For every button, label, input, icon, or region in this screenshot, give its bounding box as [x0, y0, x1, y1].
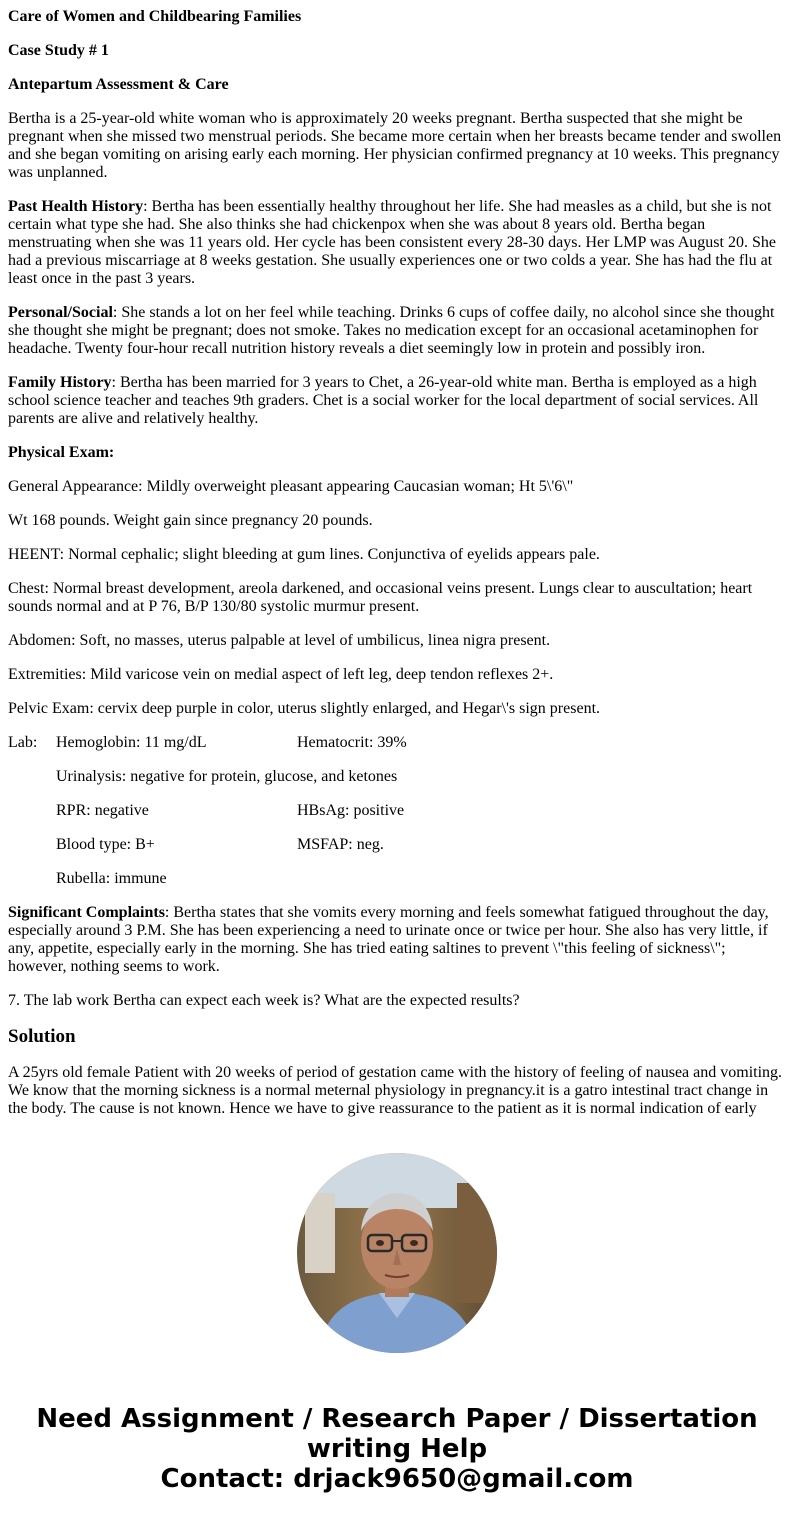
author-avatar	[297, 1153, 497, 1353]
promo-line: writing Help	[306, 1434, 488, 1464]
exam-weight: Wt 168 pounds. Weight gain since pregnancy 20 pounds.	[8, 512, 373, 529]
author-photo	[297, 1153, 497, 1353]
exam-abdomen: Abdomen: Soft, no masses, uterus palpable at level of umbilicus, linea nigra present.	[8, 632, 551, 649]
lab-value: MSFAP: neg.	[297, 836, 384, 853]
lab-label: Lab:	[8, 734, 38, 751]
contact-line: Contact: drjack9650@gmail.com	[160, 1464, 634, 1494]
exam-heent: HEENT: Normal cephalic; slight bleeding at gum lines. Conjunctiva of eyelids appears pale.	[8, 546, 600, 563]
lab-row	[8, 870, 784, 888]
lab-value: Rubella: immune	[56, 870, 167, 887]
exam-extremities: Extremities: Mild varicose vein on medial aspect of left leg, deep tendon reflexes 2+.	[8, 666, 554, 683]
past-health-label: Past Health History	[8, 198, 144, 215]
intro-paragraph: Bertha is a 25-year-old white woman who is approximately 20 weeks pregnant. Bertha suspected that she might be pregnant when she missed two menstrual periods. She became more certain when her breasts became tender and swollen and she began vomiting on arising early each morning. Her physician confirmed pregnancy at 10 weeks. This pregnancy was unplanned.	[8, 110, 782, 181]
lab-row	[8, 734, 784, 752]
complaints-paragraph: Significant Complaints: Bertha states that she vomits every morning and feels somewhat fatigued throughout the day, especially around 3 P.M. She has been experiencing a need to urinate once or twice per hour. She also has very little, if any, appetite, especially early in the morning. She has tried eating saltines to prevent \"this feeling of sickness\"; however, nothing seems to work.	[8, 904, 769, 975]
section-title: Antepartum Assessment & Care	[8, 76, 229, 93]
family-history-label: Family History	[8, 374, 112, 391]
solution-text: A 25yrs old female Patient with 20 weeks of period of gestation came with the history of feeling of nausea and vomiting. We know that the morning sickness is a normal meternal physiology in pregnancy.it is a gatro intestinal tract change in the body. The cause is not known. Hence we have to give reassurance to the patient as it is normal indication of early	[8, 1064, 783, 1117]
lab-value: RPR: negative	[56, 802, 149, 819]
lab-row	[8, 802, 784, 820]
physical-exam-heading: Physical Exam:	[8, 444, 115, 461]
question-text: 7. The lab work Bertha can expect each week is? What are the expected results?	[8, 992, 520, 1009]
personal-social-paragraph: Personal/Social: She stands a lot on her feel while teaching. Drinks 6 cups of coffee daily, no alcohol since she thought she thought she might be pregnant; does not smoke. Takes no medication except for an occasional acetaminophen for headache. Twenty four-hour recall nutrition history reveals a diet seemingly low in protein and possibly iron.	[8, 304, 775, 357]
promo-footer	[0, 1404, 794, 1494]
course-title: Care of Women and Childbearing Families	[8, 8, 302, 25]
case-study-label: Case Study # 1	[8, 42, 109, 59]
complaints-label: Significant Complaints	[8, 904, 165, 921]
family-history-paragraph: Family History: Bertha has been married for 3 years to Chet, a 26-year-old white man. Bertha is employed as a high school science teacher and teaches 9th graders. Chet is a social worker for the local department of social services. All parents are alive and relatively healthy.	[8, 374, 759, 427]
lab-row	[8, 836, 784, 854]
personal-social-label: Personal/Social	[8, 304, 113, 321]
lab-row	[8, 768, 784, 786]
exam-chest: Chest: Normal breast development, areola darkened, and occasional veins present. Lungs clear to auscultation; heart sounds normal and at P 76, B/P 130/80 systolic murmur present.	[8, 580, 753, 615]
promo-line: Need Assignment / Research Paper / Dissertation	[36, 1404, 758, 1434]
lab-value: HBsAg: positive	[297, 802, 405, 819]
exam-pelvic: Pelvic Exam: cervix deep purple in color, uterus slightly enlarged, and Hegar\'s sign present.	[8, 700, 601, 717]
lab-value: Blood type: B+	[56, 836, 155, 853]
lab-value: Hemoglobin: 11 mg/dL	[56, 734, 207, 751]
lab-value: Hematocrit: 39%	[297, 734, 407, 751]
past-health-paragraph: Past Health History: Bertha has been essentially healthy throughout her life. She had measles as a child, but she is not certain what type she had. She also thinks she had chickenpox when she was about 8 years old. Bertha began menstruating when she was 11 years old. Her cycle has been consistent every 28-30 days. Her LMP was August 20. She had a previous miscarriage at 8 weeks gestation. She usually experiences one or two colds a year. She has had the flu at least once in the past 3 years.	[8, 198, 776, 287]
document-body	[8, 8, 784, 1134]
solution-heading: Solution	[8, 1026, 76, 1047]
exam-general: General Appearance: Mildly overweight pleasant appearing Caucasian woman; Ht 5\'6\"	[8, 478, 574, 495]
lab-value: Urinalysis: negative for protein, glucose, and ketones	[56, 768, 398, 785]
